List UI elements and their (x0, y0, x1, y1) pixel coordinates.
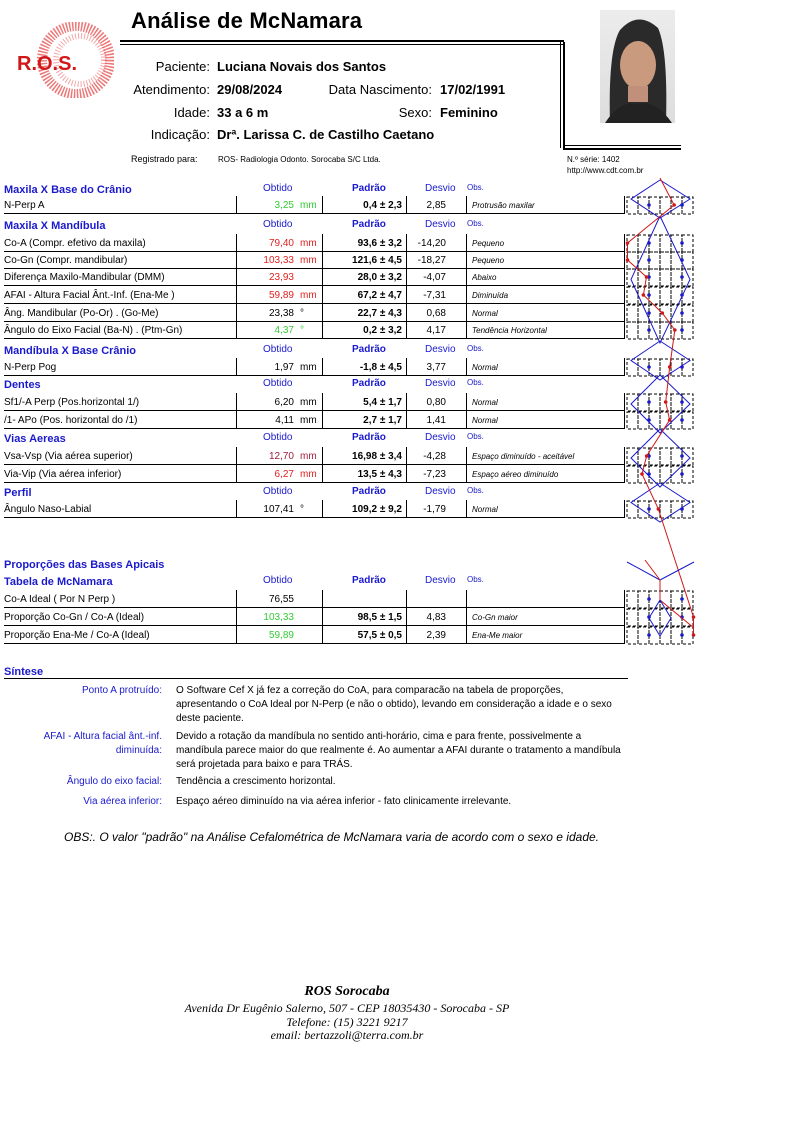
website: http://www.cdt.com.br (567, 166, 644, 175)
row-label: Proporção Co-Gn / Co-A (Ideal) (4, 612, 145, 623)
graph-cell (660, 627, 671, 644)
section-title: Tabela de McNamara (4, 576, 113, 588)
graph-cell (627, 322, 638, 339)
graph-patient-point (664, 400, 668, 404)
padrao-value: 109,2 ± 9,2 (352, 504, 402, 515)
footer-name: ROS Sorocaba (304, 984, 390, 999)
sex: Feminino (440, 105, 498, 120)
obs-text: Normal (472, 505, 498, 514)
row-label: /1- APo (Pos. horizontal do /1) (4, 415, 138, 426)
graph-cell (627, 609, 638, 626)
obs-text: Normal (472, 363, 498, 372)
graph-cell (660, 466, 671, 483)
graph-cell (627, 287, 638, 304)
graph-patient-point (668, 365, 672, 369)
graph-limit-point (647, 507, 651, 511)
obtido-value: 1,97 (274, 362, 294, 373)
obtido-unit: mm (300, 200, 317, 211)
visit-date: 29/08/2024 (217, 82, 283, 97)
column-padrao: Padrão (352, 344, 386, 355)
column-obtido: Obtido (263, 219, 293, 230)
desvio-value: -4,07 (423, 272, 446, 283)
svg-text:R.O.S.: R.O.S. (17, 53, 78, 75)
obs-text: Diminuída (472, 291, 509, 300)
synthesis-label: Ponto A protruído: (81, 685, 162, 696)
column-obs: Obs. (467, 486, 484, 495)
column-padrao: Padrão (352, 378, 386, 389)
padrao-value: 2,7 ± 1,7 (363, 415, 402, 426)
referral: Drª. Larissa C. de Castilho Caetano (217, 127, 435, 142)
obtido-value: 6,20 (274, 397, 294, 408)
row-label: Co-A Ideal ( Por N Perp ) (4, 594, 116, 605)
row-label: Vsa-Vsp (Via aérea superior) (4, 451, 133, 462)
graph-cell (660, 448, 671, 465)
graph-patient-point (692, 615, 696, 619)
column-obtido: Obtido (263, 344, 293, 355)
obtido-unit: mm (300, 469, 317, 480)
graph-patient-point (660, 311, 664, 315)
synthesis-text: Devido a rotação da mandíbula no sentido anti-horário, cima e para frente, possivelmente a mandíbula parece maior do que realmente é. Ao aumentar a AFAI durante o tratamento a mandíbula será projetada para baixo e para TRÁS. (176, 731, 621, 770)
padrao-value: 0,2 ± 3,2 (363, 325, 402, 336)
graph-limit-point (680, 418, 684, 422)
padrao-value: -1,8 ± 4,5 (359, 362, 402, 373)
patient-name: Luciana Novais dos Santos (217, 59, 387, 74)
obtido-unit: mm (300, 362, 317, 373)
desvio-value: -7,31 (423, 290, 446, 301)
graph-limit-point (647, 328, 651, 332)
synthesis-label: Ângulo do eixo facial: (66, 776, 162, 787)
synthesis-label: AFAI - Altura facial ânt.-inf. diminuída: (43, 731, 162, 756)
desvio-value: 4,83 (426, 612, 446, 623)
desvio-value: 1,41 (426, 415, 446, 426)
obs-text: Pequeno (472, 239, 505, 248)
column-desvio: Desvio (425, 183, 456, 194)
synthesis-text: Tendência a crescimento horizontal. (176, 776, 336, 787)
obtido-value: 59,89 (268, 290, 294, 301)
desvio-value: -18,27 (417, 255, 446, 266)
obtido-value: 6,27 (274, 469, 294, 480)
registered-to: ROS- Radiologia Odonto. Sorocaba S/C Ltda. (218, 155, 381, 164)
graph-limit-point (647, 293, 651, 297)
graph-cell (660, 252, 671, 269)
row-label: Diferença Maxilo-Mandibular (DMM) (4, 272, 165, 283)
row-label: Ângulo do Eixo Facial (Ba-N) . (Ptm-Gn) (4, 325, 183, 336)
graph-patient-point (626, 258, 630, 262)
column-padrao: Padrão (352, 575, 386, 586)
graph-cell (627, 305, 638, 322)
registered-label: Registrado para: (131, 154, 198, 164)
graph-patient-point (672, 203, 676, 207)
obtido-unit: ° (300, 308, 304, 319)
column-obs: Obs. (467, 219, 484, 228)
obs-text: Abaixo (472, 273, 497, 282)
row-label: Ângulo Naso-Labial (4, 504, 92, 515)
column-obs: Obs. (467, 344, 484, 353)
sex-label: Sexo: (398, 105, 432, 120)
synthesis-title: Síntese (4, 666, 44, 678)
obtido-value: 12,70 (268, 451, 294, 462)
page-title: Análise de McNamara (131, 8, 363, 33)
row-label: AFAI - Altura Facial Ânt.-Inf. (Ena-Me ) (4, 290, 175, 301)
graph-limit-point (647, 203, 651, 207)
graph-limit-point (647, 633, 651, 637)
desvio-value: 2,85 (426, 200, 446, 211)
column-desvio: Desvio (425, 378, 456, 389)
obs-text: Espaço diminuído - aceitável (472, 452, 575, 461)
desvio-value: 0,68 (426, 308, 446, 319)
age: 33 a 6 m (217, 105, 269, 120)
column-obs: Obs. (467, 575, 484, 584)
desvio-value: 0,80 (426, 397, 446, 408)
obtido-unit: mm (300, 290, 317, 301)
column-obs: Obs. (467, 183, 484, 192)
section-title: Mandíbula X Base Crânio (4, 345, 137, 357)
graph-patient-point (645, 275, 649, 279)
graph-cell (660, 235, 671, 252)
synthesis-text: Espaço aéreo diminuído na via aérea inferior - fato clinicamente irrelevante. (176, 796, 512, 807)
column-desvio: Desvio (425, 344, 456, 355)
column-obtido: Obtido (263, 378, 293, 389)
desvio-value: 3,77 (426, 362, 446, 373)
row-label: N-Perp A (4, 200, 45, 211)
column-obtido: Obtido (263, 183, 293, 194)
obs-text: Normal (472, 416, 498, 425)
obtido-unit: mm (300, 397, 317, 408)
desvio-value: 2,39 (426, 630, 446, 641)
desvio-value: -1,79 (423, 504, 446, 515)
graph-limit-point (680, 328, 684, 332)
serial-number: N.º série: 1402 (567, 155, 620, 164)
obtido-value: 4,37 (274, 325, 294, 336)
standard-note: OBS:. O valor "padrão" na Análise Cefalométrica de McNamara varia de acordo com o sexo e idade. (64, 830, 600, 844)
row-label: Via-Vip (Via aérea inferior) (4, 469, 122, 480)
graph-limit-point (647, 311, 651, 315)
column-obtido: Obtido (263, 486, 293, 497)
obtido-unit: mm (300, 255, 317, 266)
obtido-value: 79,40 (268, 238, 294, 249)
graph-limit-point (647, 597, 651, 601)
birth-date: 17/02/1991 (440, 82, 506, 97)
padrao-value: 16,98 ± 3,4 (352, 451, 402, 462)
column-obtido: Obtido (263, 575, 293, 586)
obs-text: Ena-Me maior (472, 631, 523, 640)
graph-patient-point (668, 418, 672, 422)
row-label: Proporção Ena-Me / Co-A (Ideal) (4, 630, 150, 641)
section-title: Maxila X Base do Crânio (4, 184, 132, 196)
obtido-unit: mm (300, 238, 317, 249)
graph-patient-point (692, 633, 696, 637)
padrao-value: 13,5 ± 4,3 (357, 469, 402, 480)
padrao-value: 121,6 ± 4,5 (352, 255, 402, 266)
desvio-value: -4,28 (423, 451, 446, 462)
padrao-value: 5,4 ± 1,7 (363, 397, 402, 408)
obtido-value: 103,33 (263, 255, 294, 266)
desvio-value: 4,17 (426, 325, 446, 336)
graph-cell (627, 412, 638, 429)
synthesis-label: Via aérea inferior: (83, 796, 162, 807)
graph-cell (627, 591, 638, 608)
graph-limit-point (647, 365, 651, 369)
padrao-value: 98,5 ± 1,5 (357, 612, 402, 623)
obs-text: Co-Gn maior (472, 613, 518, 622)
column-obtido: Obtido (263, 432, 293, 443)
graph-limit-point (680, 241, 684, 245)
graph-limit-point (680, 454, 684, 458)
obs-text: Tendência Horizontal (472, 326, 547, 335)
visit-label: Atendimento: (133, 82, 210, 97)
column-desvio: Desvio (425, 219, 456, 230)
padrao-value: 22,7 ± 4,3 (357, 308, 402, 319)
row-label: Co-A (Compr. efetivo da maxila) (4, 238, 146, 249)
column-obs: Obs. (467, 432, 484, 441)
obs-text: Pequeno (472, 256, 505, 265)
padrao-value: 93,6 ± 3,2 (357, 238, 402, 249)
padrao-value: 67,2 ± 4,7 (357, 290, 402, 301)
obtido-value: 59,89 (268, 630, 294, 641)
obs-text: Normal (472, 309, 498, 318)
graph-limit-point (680, 400, 684, 404)
desvio-value: -7,23 (423, 469, 446, 480)
column-padrao: Padrão (352, 183, 386, 194)
row-label: Âng. Mandibular (Po-Or) . (Go-Me) (4, 308, 159, 319)
padrao-value: 0,4 ± 2,3 (363, 200, 402, 211)
graph-patient-point (642, 293, 646, 297)
row-label: Sf1/-A Perp (Pos.horizontal 1/) (4, 397, 140, 408)
graph-patient-point (657, 507, 661, 511)
column-obs: Obs. (467, 378, 484, 387)
row-label: N-Perp Pog (4, 362, 57, 373)
graph-patient-point (673, 328, 677, 332)
footer-email: email: bertazzoli@terra.com.br (270, 1028, 424, 1042)
graph-limit-point (680, 597, 684, 601)
obs-text: Protrusão maxilar (472, 201, 535, 210)
section-title: Dentes (4, 379, 41, 391)
referral-label: Indicação: (150, 127, 210, 142)
obs-text: Normal (472, 398, 498, 407)
obs-text: Espaço aéreo diminuído (472, 470, 559, 479)
section-title: Maxila X Mandíbula (4, 220, 106, 232)
graph-cell (660, 609, 671, 626)
padrao-value: 28,0 ± 3,2 (357, 272, 402, 283)
footer-address: Avenida Dr Eugênio Salerno, 507 - CEP 18035430 - Sorocaba - SP (184, 1001, 510, 1015)
column-padrao: Padrão (352, 486, 386, 497)
obtido-unit: mm (300, 451, 317, 462)
section-title: Vias Aereas (4, 433, 66, 445)
footer-phone: Telefone: (15) 3221 9217 (286, 1015, 408, 1029)
proportion-graph-line (627, 562, 694, 580)
graph-cell (627, 466, 638, 483)
graph-limit-point (647, 400, 651, 404)
age-label: Idade: (173, 105, 210, 120)
obtido-value: 76,55 (268, 594, 294, 605)
graph-cell (660, 269, 671, 286)
graph-patient-point (640, 472, 644, 476)
obtido-value: 23,38 (268, 308, 294, 319)
obtido-value: 107,41 (263, 504, 294, 515)
graph-cell (660, 287, 671, 304)
obtido-value: 4,11 (275, 415, 294, 426)
column-desvio: Desvio (425, 575, 456, 586)
patient-label: Paciente: (155, 59, 210, 74)
graph-limit-point (680, 275, 684, 279)
obtido-value: 103,33 (263, 612, 294, 623)
graph-cell (627, 627, 638, 644)
row-label: Co-Gn (Compr. mandibular) (4, 255, 128, 266)
birth-label: Data Nascimento: (328, 82, 432, 97)
graph-patient-point (645, 454, 649, 458)
synthesis-text: O Software Cef X já fez a correção do CoA, para comparacão na tabela de proporções, apresentando o CoA Ideal por N-Perp (e não o obtido), levando em consideração a idade e o sexo deste paciente. (176, 685, 612, 724)
column-padrao: Padrão (352, 432, 386, 443)
obtido-value: 3,25 (274, 200, 294, 211)
padrao-value: 57,5 ± 0,5 (357, 630, 402, 641)
graph-limit-point (647, 258, 651, 262)
section-title: Perfil (4, 487, 32, 499)
column-padrao: Padrão (352, 219, 386, 230)
obtido-unit: ° (300, 504, 304, 515)
desvio-value: -14,20 (417, 238, 446, 249)
proportion-graph-line (645, 560, 694, 628)
graph-limit-point (680, 633, 684, 637)
obtido-unit: mm (300, 415, 317, 426)
obtido-unit: ° (300, 325, 304, 336)
section-heading: Proporções das Bases Apicais (4, 559, 165, 571)
graph-patient-point (626, 241, 630, 245)
column-desvio: Desvio (425, 432, 456, 443)
graph-limit-point (680, 472, 684, 476)
graph-cell (660, 591, 671, 608)
graph-limit-point (680, 311, 684, 315)
obtido-value: 23,93 (268, 272, 294, 283)
column-desvio: Desvio (425, 486, 456, 497)
